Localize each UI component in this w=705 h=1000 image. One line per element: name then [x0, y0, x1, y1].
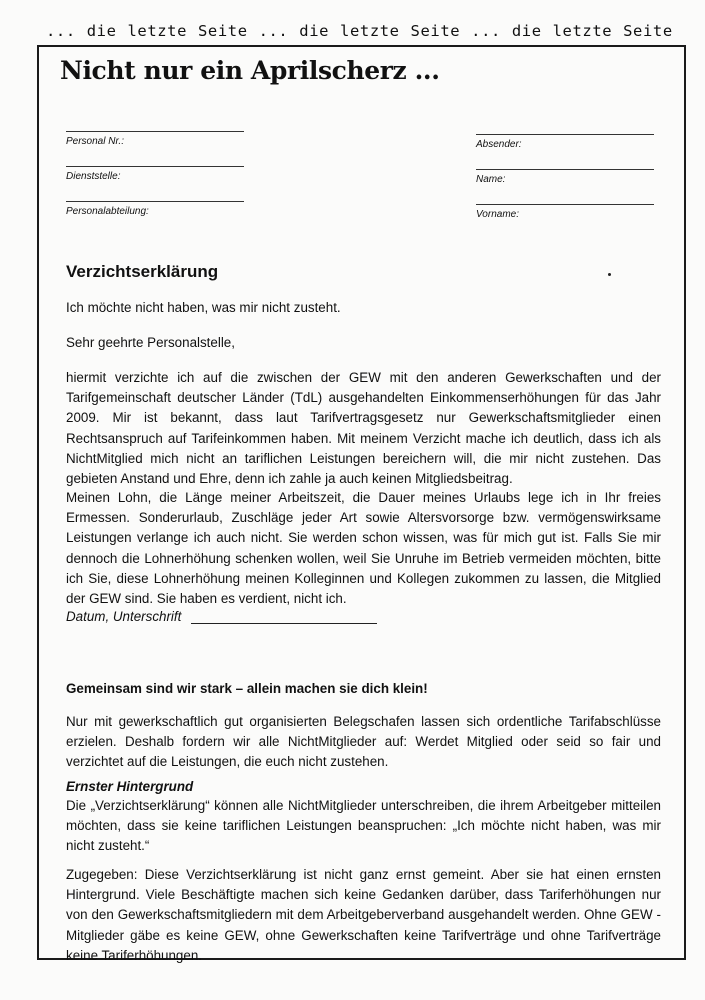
personal-nr-line[interactable]: [66, 131, 244, 132]
personal-nr-field[interactable]: [66, 131, 244, 147]
declaration-lead: Ich möchte nicht haben, was mir nicht zusteht.: [66, 300, 341, 315]
personal-nr-label: Personal Nr.:: [66, 136, 124, 147]
vorname-field[interactable]: [476, 204, 654, 220]
background-paragraph-1: Die „Verzichtserklärung“ können alle NichtMitglieder unterschreiben, die ihrem Arbeitgeber mitteilen möchten, dass sie keine tariflichen Leistungen beanspruchen: „Ich möchte nicht haben, was mir nicht zusteht.“: [66, 798, 661, 854]
vorname-label: Vorname:: [476, 209, 519, 220]
background-heading: Ernster Hintergrund: [66, 779, 194, 794]
absender-line[interactable]: [476, 134, 654, 135]
signature-label: Datum, Unterschrift: [66, 609, 182, 624]
name-field[interactable]: [476, 169, 654, 185]
dienststelle-label: Dienststelle:: [66, 171, 121, 182]
dienststelle-field[interactable]: [66, 166, 244, 182]
declaration-paragraph-1: hiermit verzichte ich auf die zwischen der GEW mit den anderen Gewerkschaften und der Tarifgemeinschaft deutscher Länder (TdL) ausgehandelten Einkommenserhöhungen für das Jahr 2009. Mir ist bekannt, dass laut Tarifvertragsgesetz nur Gewerkschaftsmitglieder einen Rechtsanspruch auf Tarifeinkommen haben. Mit meinem Verzicht mache ich deutlich, dass ich als NichtMitglied mich nicht an tariflichen Leistungen bereichern will, die mir nicht zustehen. Das gebieten Anstand und Ehre, denn ich zahle ja auch keinen Mitgliedsbeitrag.: [66, 370, 661, 487]
signature-line[interactable]: [191, 611, 377, 624]
speck-dot: [608, 273, 611, 276]
name-line[interactable]: [476, 169, 654, 170]
personalabteilung-label: Personalabteilung:: [66, 206, 149, 217]
declaration-heading: Verzichtserklärung: [66, 262, 219, 281]
declaration-salutation: Sehr geehrte Personalstelle,: [66, 335, 235, 350]
personalabteilung-line[interactable]: [66, 201, 244, 202]
personalabteilung-field[interactable]: [66, 201, 244, 217]
page-title: Nicht nur ein Aprilscherz ...: [60, 56, 440, 85]
absender-label: Absender:: [476, 139, 522, 150]
absender-field[interactable]: [476, 134, 654, 150]
running-head: ... die letzte Seite ... die letzte Seite ... die letzte Seite: [46, 22, 673, 40]
vorname-line[interactable]: [476, 204, 654, 205]
appeal-heading: Gemeinsam sind wir stark – allein machen sie dich klein!: [66, 681, 428, 696]
appeal-paragraph: Nur mit gewerkschaftlich gut organisierten Belegschafen lassen sich ordentliche Tarifabschlüsse erzielen. Deshalb fordern wir alle NichtMitglieder auf: Werdet Mitglied oder seid so fair und verzichtet auf die Leistungen, die euch nicht zustehen.: [66, 714, 661, 770]
name-label: Name:: [476, 174, 506, 185]
signature-row: [66, 609, 377, 624]
declaration-paragraph-2: Meinen Lohn, die Länge meiner Arbeitszeit, die Dauer meines Urlaubs lege ich in Ihr freies Ermessen. Sonderurlaub, Zuschläge jeder Art sowie Altersvorsorge bzw. vermögenswirksame Leistungen verlange ich auch nicht. Sie werden schon wissen, was für mich gut ist. Falls Sie mir dennoch die Lohnerhöhung schenken wollen, weil Sie Unruhe im Betrieb vermeiden möchten, bitte ich Sie, diese Lohnerhöhung meinen Kolleginnen und Kollegen zukommen zu lassen, die Mitglied der GEW sind. Sie haben es verdient, nicht ich.: [66, 490, 661, 607]
background-paragraph-2: Zugegeben: Diese Verzichtserklärung ist nicht ganz ernst gemeint. Aber sie hat einen ernsten Hintergrund. Viele Beschäftigte machen sich keine Gedanken darüber, dass Tariferhöhungen nur von den Gewerkschaftsmitgliedern mit dem Arbeitgeberverband ausgehandelt werden. Ohne GEW -Mitglieder gäbe es keine GEW, ohne Gewerkschaften keine Tarifverträge und ohne Tarifverträge keine Tariferhöhungen.: [66, 867, 661, 963]
dienststelle-line[interactable]: [66, 166, 244, 167]
